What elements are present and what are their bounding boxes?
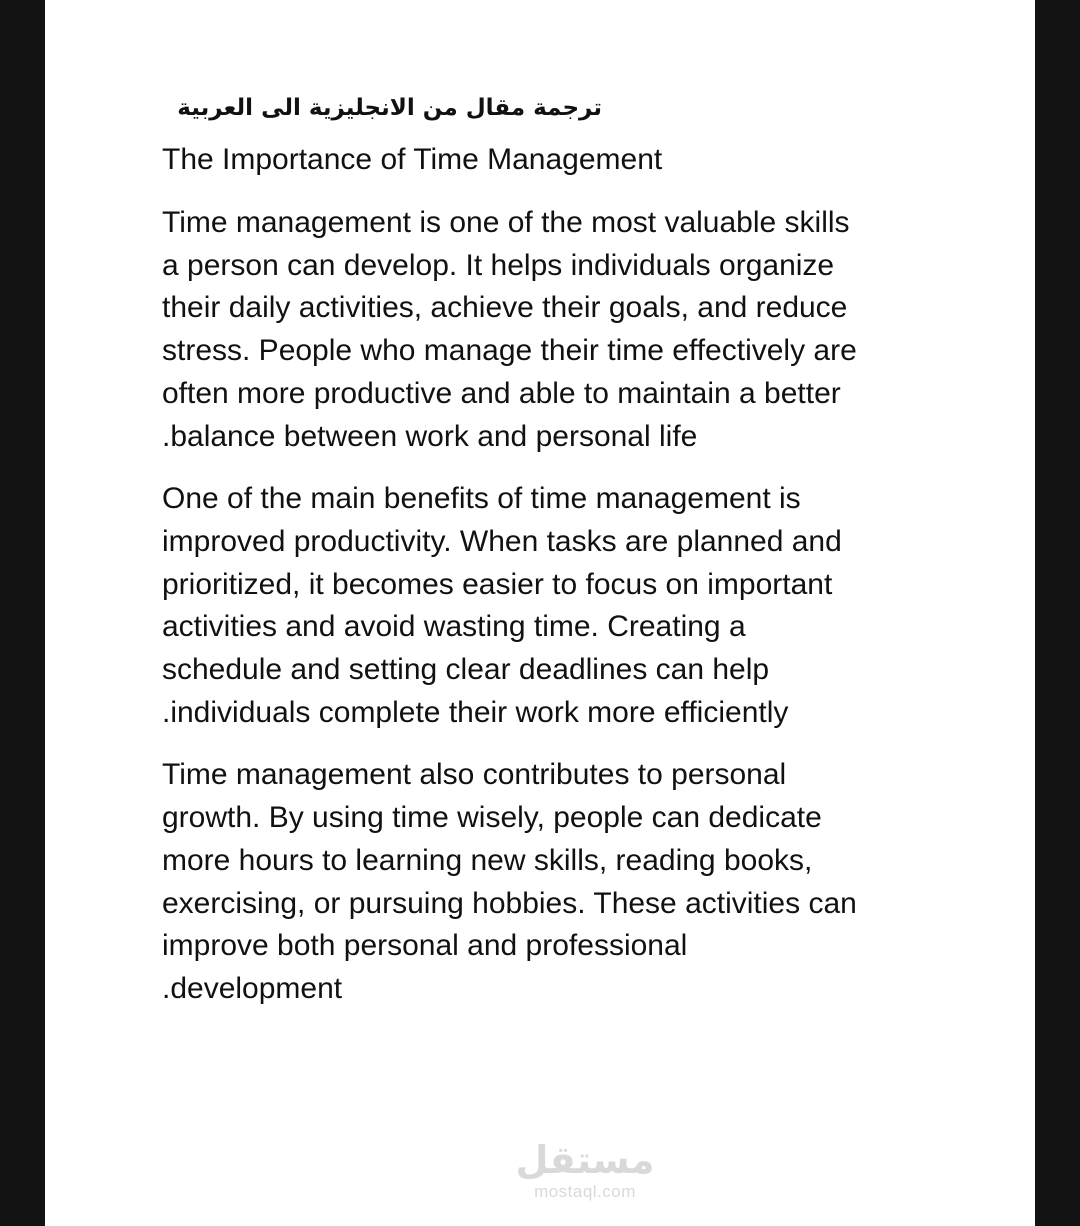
paragraph-line: exercising, or pursuing hobbies. These activities can [162, 886, 857, 920]
arabic-heading: ترجمة مقال من الانجليزية الى العربية [177, 95, 602, 121]
paragraph-line: improve both personal and professional [162, 929, 688, 963]
watermark-arabic: مستقل [515, 1138, 655, 1182]
document-content [162, 88, 922, 1031]
paragraph-line: Time management is one of the most valuable skills [162, 206, 850, 239]
paragraph-line: schedule and setting clear deadlines can help [162, 653, 770, 687]
paragraph-3 [162, 754, 922, 1010]
watermark-latin: mostaql.com [534, 1182, 636, 1201]
paragraph-line: improved productivity. When tasks are planned and [162, 524, 842, 558]
document-title: The Importance of Time Management [162, 143, 663, 176]
paragraph-line: activities and avoid wasting time. Creating a [162, 610, 746, 644]
paragraph-line: .balance between work and personal life [162, 419, 698, 453]
paragraph-line: a person can develop. It helps individuals organize [162, 248, 835, 282]
paragraph-line: often more productive and able to maintain a better [162, 376, 841, 410]
paragraph-1 [162, 202, 922, 458]
paragraph-2 [162, 478, 922, 734]
mostaql-watermark [475, 1138, 695, 1202]
paragraph-line: prioritized, it becomes easier to focus on important [162, 567, 833, 601]
paragraph-line: One of the main benefits of time management is [162, 482, 801, 516]
paragraph-line: growth. By using time wisely, people can dedicate [162, 801, 822, 835]
paragraph-line: their daily activities, achieve their goals, and reduce [162, 291, 848, 325]
paragraph-line: Time management also contributes to personal [162, 758, 787, 792]
paragraph-line: .individuals complete their work more efficiently [162, 695, 789, 729]
document-page [45, 0, 1035, 1226]
paragraph-line: .development [162, 971, 343, 1005]
paragraph-line: stress. People who manage their time effectively are [162, 334, 857, 368]
paragraph-line: more hours to learning new skills, reading books, [162, 843, 813, 877]
